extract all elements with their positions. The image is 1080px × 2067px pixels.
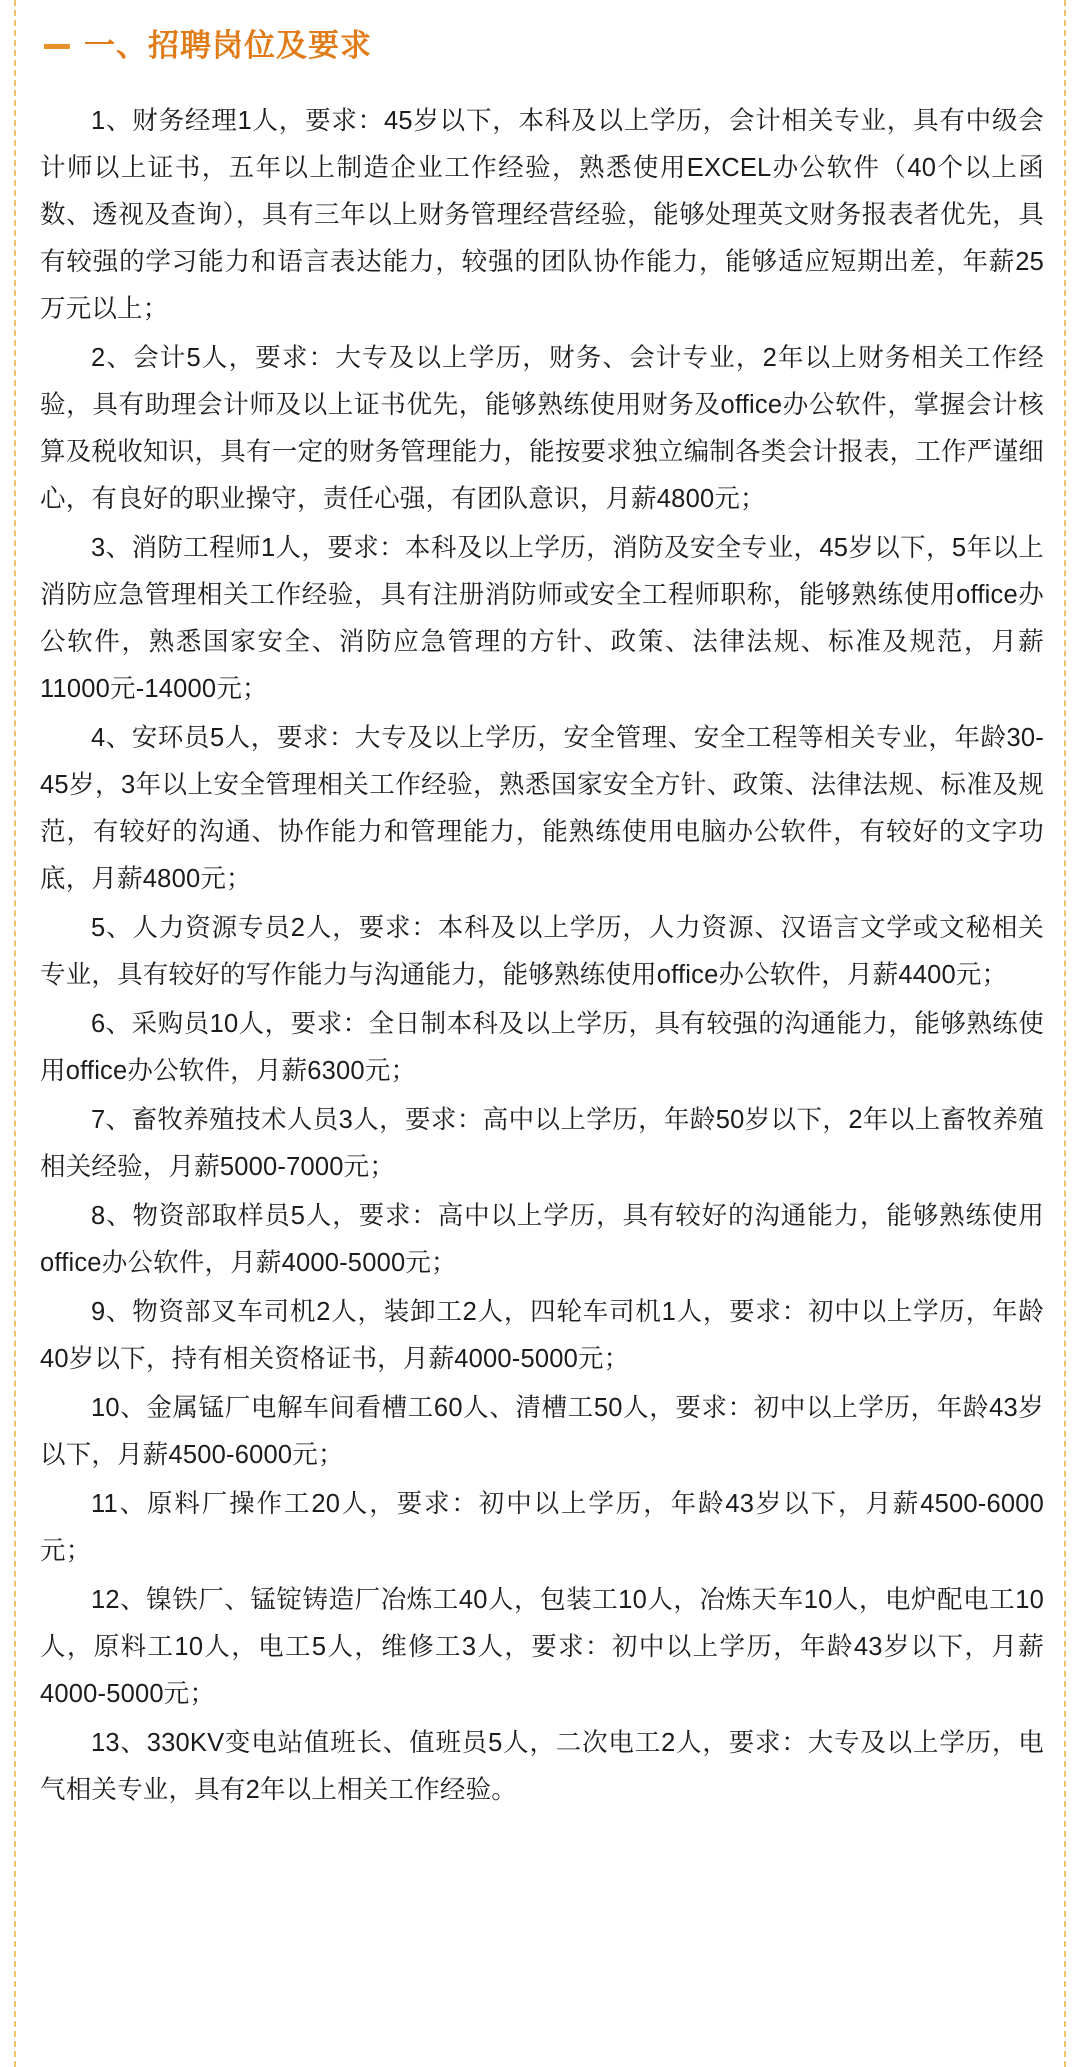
page-title: 一、招聘岗位及要求 bbox=[84, 28, 372, 63]
heading-accent-bar bbox=[44, 44, 70, 49]
list-item: 13、330KV变电站值班长、值班员5人，二次电工2人，要求：大专及以上学历，电气相关专业，具有2年以上相关工作经验。 bbox=[40, 1729, 1044, 1805]
list-item: 6、采购员10人，要求：全日制本科及以上学历，具有较强的沟通能力，能够熟练使用office办公软件，月薪6300元； bbox=[40, 1010, 1044, 1086]
job-requirements-list bbox=[28, 98, 1052, 1814]
list-item: 7、畜牧养殖技术人员3人，要求：高中以上学历，年龄50岁以下，2年以上畜牧养殖相关经验，月薪5000-7000元； bbox=[40, 1106, 1044, 1182]
list-item: 11、原料厂操作工20人，要求：初中以上学历，年龄43岁以下，月薪4500-6000元； bbox=[40, 1490, 1044, 1566]
list-item: 4、安环员5人，要求：大专及以上学历，安全管理、安全工程等相关专业，年龄30-45岁，3年以上安全管理相关工作经验，熟悉国家安全方针、政策、法律法规、标准及规范，有较好的沟通、协作能力和管理能力，能熟练使用电脑办公软件，有较好的文字功底，月薪4800元； bbox=[40, 724, 1044, 894]
left-dashed-border bbox=[14, 0, 16, 2067]
list-item: 2、会计5人，要求：大专及以上学历，财务、会计专业，2年以上财务相关工作经验，具有助理会计师及以上证书优先，能够熟练使用财务及office办公软件，掌握会计核算及税收知识，具有一定的财务管理能力，能按要求独立编制各类会计报表，工作严谨细心，有良好的职业操守，责任心强，有团队意识，月薪4800元； bbox=[40, 344, 1044, 514]
list-item: 10、金属锰厂电解车间看槽工60人、清槽工50人，要求：初中以上学历，年龄43岁以下，月薪4500-6000元； bbox=[40, 1394, 1044, 1470]
section-heading bbox=[28, 14, 1052, 72]
list-item: 1、财务经理1人，要求：45岁以下，本科及以上学历，会计相关专业，具有中级会计师以上证书，五年以上制造企业工作经验，熟悉使用EXCEL办公软件（40个以上函数、透视及查询），具有三年以上财务管理经营经验，能够处理英文财务报表者优先，具有较强的学习能力和语言表达能力，较强的团队协作能力，能够适应短期出差，年薪25万元以上； bbox=[40, 107, 1044, 324]
list-item: 9、物资部叉车司机2人，装卸工2人，四轮车司机1人，要求：初中以上学历，年龄40岁以下，持有相关资格证书，月薪4000-5000元； bbox=[40, 1298, 1044, 1374]
list-item: 3、消防工程师1人，要求：本科及以上学历，消防及安全专业，45岁以下，5年以上消防应急管理相关工作经验，具有注册消防师或安全工程师职称，能够熟练使用office办公软件，熟悉国家安全、消防应急管理的方针、政策、法律法规、标准及规范，月薪11000元-14000元； bbox=[40, 534, 1044, 704]
list-item: 12、镍铁厂、锰锭铸造厂冶炼工40人，包装工10人，冶炼天车10人，电炉配电工10人，原料工10人，电工5人，维修工3人，要求：初中以上学历，年龄43岁以下，月薪4000-5000元； bbox=[40, 1586, 1044, 1709]
list-item: 5、人力资源专员2人，要求：本科及以上学历，人力资源、汉语言文学或文秘相关专业，具有较好的写作能力与沟通能力，能够熟练使用office办公软件，月薪4400元； bbox=[40, 914, 1044, 990]
right-dashed-border bbox=[1064, 0, 1066, 2067]
list-item: 8、物资部取样员5人，要求：高中以上学历，具有较好的沟通能力，能够熟练使用office办公软件，月薪4000-5000元； bbox=[40, 1202, 1044, 1278]
